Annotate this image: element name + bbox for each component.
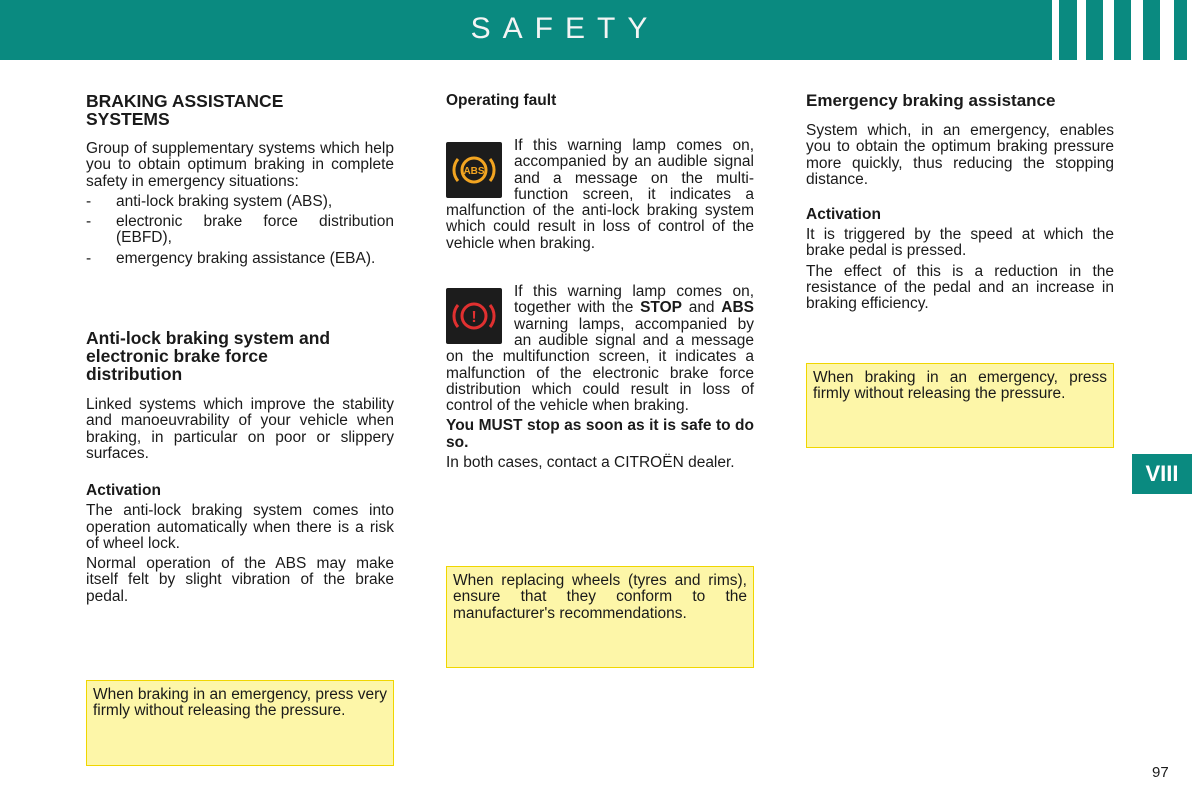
note-text: When braking in an emergency, press firmly without releasing the pressure. — [813, 369, 1107, 403]
column-emergency-braking — [806, 92, 1114, 313]
systems-list — [86, 194, 394, 267]
eba-description: System which, in an emergency, enables you to obtain the optimum braking pressure more quickly, thus reducing the stopping distance. — [806, 122, 1114, 188]
column-operating-fault — [446, 92, 754, 471]
abs-fault-text: If this warning lamp comes on, accompanied by an audible signal and a message on the multi-function screen, it indicates a malfunction of the anti-lock braking system which could result in loss of control of the vehicle when braking. — [446, 137, 754, 252]
list-item: - anti-lock braking system (ABS), — [86, 192, 333, 210]
note-text: When replacing wheels (tyres and rims), ensure that they conform to the manufacturer's recommendations. — [453, 572, 747, 622]
stop-warning: You MUST stop as soon as it is safe to do so. — [446, 417, 754, 451]
note-box — [806, 363, 1114, 448]
activation-heading: Activation — [806, 206, 881, 224]
abs-fault-block — [446, 138, 754, 252]
ebfd-fault-text: If this warning lamp comes on, together with the STOP and ABS warning lamps, accompanied by an audible signal and a message on the multifunction screen, it indicates a malfunction of the electronic brake force distribution which could result in loss of control of the vehicle when braking. — [446, 283, 754, 415]
page-number: 97 — [1152, 764, 1169, 781]
note-box — [86, 680, 394, 766]
page-title: SAFETY — [470, 12, 660, 45]
activation-heading: Activation — [86, 482, 161, 500]
header-stripe — [1187, 0, 1200, 60]
ebfd-fault-block — [446, 284, 754, 414]
activation-text: Normal operation of the ABS may make itself felt by slight vibration of the brake pedal. — [86, 555, 394, 605]
column-braking-systems — [86, 92, 394, 605]
brake-warning-icon — [446, 288, 502, 344]
header-stripe — [1160, 0, 1174, 60]
svg-text:!: ! — [471, 309, 477, 327]
note-box — [446, 566, 754, 668]
activation-text: The effect of this is a reduction in the resistance of the pedal and an increase in braking efficiency. — [806, 262, 1114, 313]
header-stripe — [1131, 0, 1143, 60]
list-item: - electronic brake force distribution (EBFD), — [86, 213, 394, 247]
header-stripe — [1103, 0, 1114, 60]
page-header — [0, 0, 1200, 60]
section-heading: Operating fault — [446, 92, 557, 109]
chapter-tab[interactable]: VIII — [1132, 454, 1192, 494]
note-text: When braking in an emergency, press very firmly without releasing the pressure. — [93, 686, 387, 720]
abs-description: Linked systems which improve the stability and manoeuvrability of your vehicle when braking, in particular on poor or slippery surfaces. — [86, 396, 394, 462]
section-heading: Emergency braking assistance — [806, 91, 1056, 110]
subsection-heading: Anti-lock braking system and electronic brake force distribution — [86, 328, 331, 385]
section-heading: BRAKING ASSISTANCE SYSTEMS — [86, 91, 284, 129]
activation-text: It is triggered by the speed at which the brake pedal is pressed. — [806, 226, 1114, 260]
list-item: - emergency braking assistance (EBA). — [86, 249, 376, 267]
header-stripe — [1052, 0, 1059, 60]
intro-text: Group of supplementary systems which help you to obtain optimum braking in complete safety in emergency situations: — [86, 140, 394, 190]
activation-text: The anti-lock braking system comes into operation automatically when there is a risk of wheel lock. — [86, 502, 394, 552]
contact-dealer-text: In both cases, contact a CITROËN dealer. — [446, 454, 735, 472]
abs-warning-icon — [446, 142, 502, 198]
header-stripe — [1077, 0, 1086, 60]
svg-text:ABS: ABS — [463, 166, 485, 177]
